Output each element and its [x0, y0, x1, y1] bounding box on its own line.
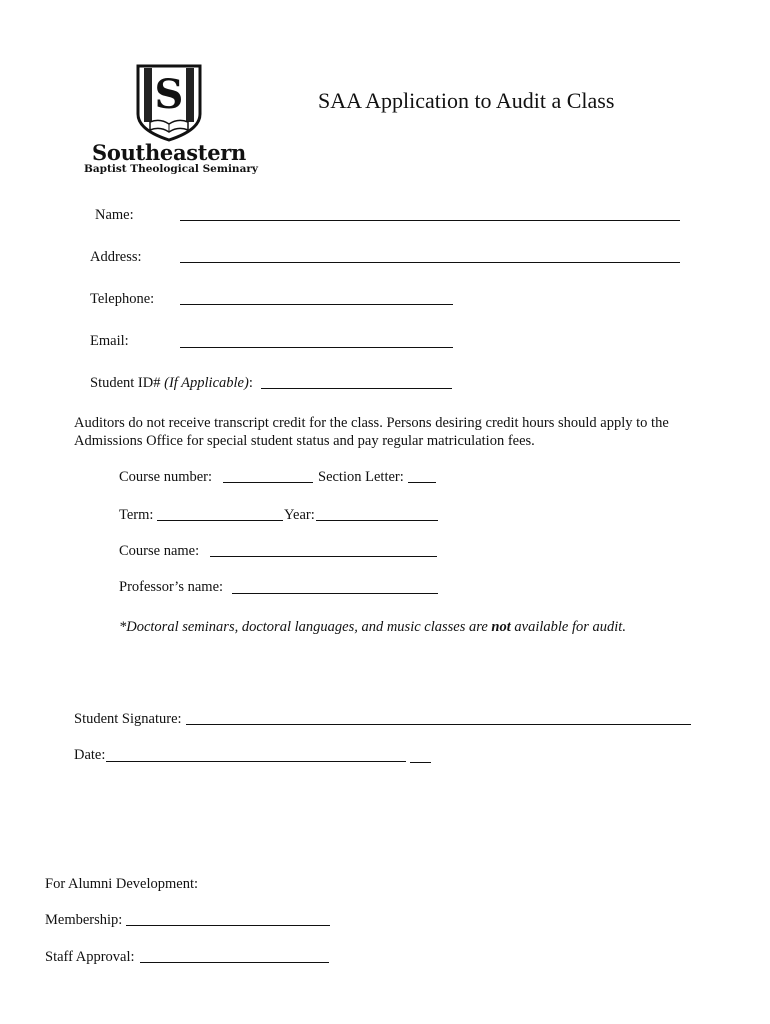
- professor-name-label: Professor’s name:: [119, 579, 224, 595]
- name-label: Name:: [95, 207, 134, 223]
- email-field[interactable]: [180, 347, 453, 348]
- section-letter-label: Section Letter:: [318, 469, 404, 485]
- course-name-label: Course name:: [119, 543, 200, 559]
- address-field[interactable]: [180, 262, 680, 263]
- disclaimer-tail: available for audit.: [510, 619, 626, 635]
- staff-approval-label: Staff Approval:: [45, 949, 135, 965]
- disclaimer-text: *Doctoral seminars, doctoral languages, and music classes are: [119, 619, 492, 635]
- staff-approval-field[interactable]: [140, 962, 329, 963]
- term-label: Term:: [119, 507, 154, 523]
- address-label: Address:: [90, 249, 142, 265]
- professor-name-field[interactable]: [232, 593, 438, 594]
- student-id-note: (If Applicable): [164, 375, 249, 391]
- telephone-label: Telephone:: [90, 291, 155, 307]
- student-id-colon: :: [248, 375, 253, 391]
- year-label: Year:: [284, 507, 315, 523]
- student-signature-label: Student Signature:: [74, 711, 182, 727]
- course-name-field[interactable]: [210, 556, 437, 557]
- term-field[interactable]: [157, 520, 283, 521]
- year-field[interactable]: [316, 520, 438, 521]
- alumni-heading: For Alumni Development:: [45, 876, 199, 892]
- email-label: Email:: [90, 333, 129, 349]
- logo-subtitle: Baptist Theological Seminary: [84, 163, 259, 175]
- membership-label: Membership:: [45, 912, 123, 928]
- course-number-label: Course number:: [119, 469, 213, 485]
- course-number-field[interactable]: [223, 482, 313, 483]
- audit-disclaimer: [119, 619, 626, 636]
- student-id-field[interactable]: [261, 388, 452, 389]
- page-title: SAA Application to Audit a Class: [318, 88, 615, 113]
- shield-book-icon: [134, 64, 204, 142]
- svg-text:S: S: [154, 71, 184, 118]
- date-field[interactable]: [106, 761, 406, 762]
- section-letter-field[interactable]: [408, 482, 436, 483]
- name-field[interactable]: [180, 220, 680, 221]
- notice-line-2: Admissions Office for special student status and pay regular matriculation fees.: [74, 433, 535, 449]
- disclaimer-emphasis: not: [491, 619, 511, 635]
- membership-field[interactable]: [126, 925, 330, 926]
- telephone-field[interactable]: [180, 304, 453, 305]
- seminary-logo: [134, 64, 204, 142]
- logo-name: Southeastern: [92, 140, 246, 165]
- notice-line-1: Auditors do not receive transcript credit for the class. Persons desiring credit hours should apply to the: [74, 415, 669, 431]
- student-id-label: [90, 375, 253, 392]
- student-id-text: Student ID#: [90, 375, 161, 391]
- student-signature-field[interactable]: [186, 724, 691, 725]
- date-label: Date:: [74, 747, 106, 763]
- date-field-extension: [410, 762, 431, 763]
